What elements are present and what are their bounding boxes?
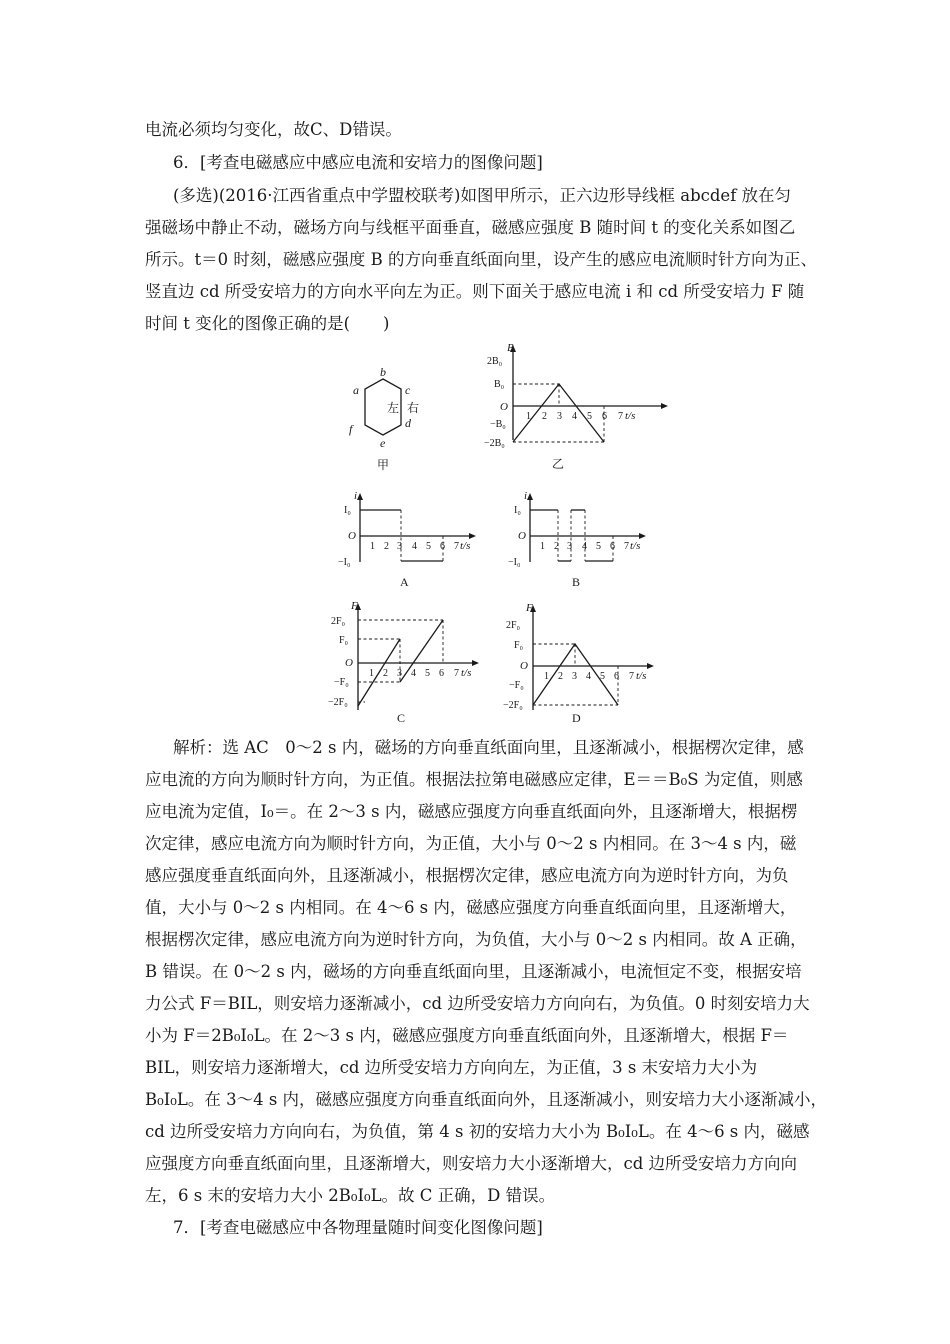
f-curve — [358, 639, 400, 706]
text-line: 竖直边 cd 所受安培力的方向水平向左为正。则下面关于感应电流 i 和 cd 所受安培力 F 随 — [145, 282, 805, 301]
xtick-6: 6 — [610, 541, 615, 552]
vertex-c: c — [405, 383, 411, 397]
ytick-B0: B₀ — [494, 379, 505, 390]
xtick-3: 3 — [397, 668, 402, 679]
origin-label: O — [348, 530, 356, 542]
solution-line: 小为 F＝2B₀I₀L。在 2～3 s 内，磁感应强度方向垂直纸面向外，且逐渐增大，根据 F＝ — [145, 1026, 789, 1045]
text-line: 所示。t＝0 时刻，磁感应强度 B 的方向垂直纸面向里，设产生的感应电流顺时针方向为正、 — [145, 250, 817, 269]
xtick-1: 1 — [370, 541, 375, 552]
xtick-4: 4 — [572, 411, 577, 422]
y-axis-label: i — [354, 490, 358, 502]
x-axis-label: t/s — [461, 667, 472, 679]
xtick-7: 7 — [629, 671, 634, 682]
figure-option-a — [330, 490, 500, 590]
xtick-2: 2 — [554, 541, 559, 552]
ytick-negF0: −F₀ — [334, 677, 349, 688]
figure-option-c — [325, 598, 505, 728]
solution-line: 值，大小与 0～2 s 内相同。在 4～6 s 内，磁感应强度方向垂直纸面向里，且逐渐增大， — [145, 898, 797, 917]
xtick-4: 4 — [411, 668, 416, 679]
text-line: 强磁场中静止不动，磁场方向与线框平面垂直，磁感应强度 B 随时间 t 的变化关系如图乙 — [145, 218, 796, 237]
solution-line: 力公式 F＝BIL，则安培力逐渐减小，cd 边所受安培力方向向右，为负值。0 时刻安培力大 — [145, 994, 810, 1013]
solution-line: 应强度方向垂直纸面向里，且逐渐增大，则安培力大小逐渐增大，cd 边所受安培力方向向 — [145, 1154, 798, 1173]
text-line: 电流必须均匀变化，故C、D错误。 — [145, 120, 402, 139]
text-line: 时间 t 变化的图像正确的是( ) — [145, 314, 390, 333]
question-heading: 6．[考查电磁感应中感应电流和安培力的图像问题] — [173, 153, 543, 172]
origin-label: O — [518, 530, 526, 542]
xtick-4: 4 — [412, 541, 417, 552]
xtick-7: 7 — [454, 541, 459, 552]
vertex-d: d — [405, 416, 411, 430]
ytick-negI0: −I₀ — [508, 557, 521, 568]
xtick-3: 3 — [567, 541, 572, 552]
label-right: 右 — [407, 401, 420, 415]
ytick-negF0: −F₀ — [509, 680, 524, 691]
ytick-negB0: −B₀ — [490, 419, 506, 430]
xtick-5: 5 — [587, 411, 592, 422]
vertex-b: b — [380, 365, 386, 379]
caption-yi: 乙 — [552, 457, 565, 471]
xtick-4: 4 — [586, 671, 591, 682]
x-ticks — [540, 541, 629, 552]
figure-yi-b-t-graph — [480, 340, 680, 475]
question-heading: 7．[考查电磁感应中各物理量随时间变化图像问题] — [173, 1218, 543, 1237]
xtick-2: 2 — [384, 541, 389, 552]
xtick-7: 7 — [618, 411, 623, 422]
x-ticks — [544, 671, 634, 682]
xtick-5: 5 — [600, 671, 605, 682]
xtick-6: 6 — [440, 541, 445, 552]
xtick-5: 5 — [426, 541, 431, 552]
ytick-F0: F₀ — [339, 635, 349, 646]
caption-d: D — [572, 711, 581, 725]
xtick-1: 1 — [540, 541, 545, 552]
solution-line: B₀I₀L。在 3～4 s 内，磁感应强度方向垂直纸面向外，且逐渐减小，则安培力大小逐渐减小， — [145, 1090, 828, 1109]
xtick-4: 4 — [582, 541, 587, 552]
figure-jia-hexagon — [335, 365, 455, 473]
xtick-6: 6 — [439, 668, 444, 679]
x-axis-label: t/s — [630, 540, 641, 552]
y-axis-label: i — [524, 490, 528, 502]
solution-line: 根据楞次定律，感应电流方向为逆时针方向，为负值，大小与 0～2 s 内相同。故 A 正确， — [145, 930, 807, 949]
xtick-3: 3 — [557, 411, 562, 422]
xtick-7: 7 — [454, 668, 459, 679]
y-axis-label: F — [351, 600, 358, 612]
ytick-2F0: 2F₀ — [331, 616, 346, 627]
xtick-1: 1 — [526, 411, 531, 422]
x-ticks — [369, 668, 459, 679]
solution-line: B 错误。在 0～2 s 内，磁场的方向垂直纸面向里，且逐渐减小，电流恒定不变，根据安培 — [145, 962, 802, 981]
x-ticks — [370, 541, 459, 552]
ytick-neg2B0: −2B₀ — [484, 438, 505, 449]
xtick-2: 2 — [558, 671, 563, 682]
xtick-2: 2 — [383, 668, 388, 679]
solution-line: cd 边所受安培力方向向右，为负值，第 4 s 初的安培力大小为 B₀I₀L。在 4～6 s 内，磁感 — [145, 1122, 810, 1141]
origin-label: O — [520, 660, 528, 672]
xtick-1: 1 — [369, 668, 374, 679]
ytick-2B0: 2B₀ — [487, 356, 503, 367]
vertex-f: f — [349, 422, 353, 436]
solution-line: 左，6 s 末的安培力大小 2B₀I₀L。故 C 正确，D 错误。 — [145, 1186, 556, 1205]
x-axis-label: t/s — [460, 540, 471, 552]
ytick-2F0: 2F₀ — [506, 620, 521, 631]
xtick-5: 5 — [425, 668, 430, 679]
ytick-neg2F0: −2F₀ — [503, 700, 523, 711]
caption-b: B — [572, 575, 581, 589]
xtick-1: 1 — [544, 671, 549, 682]
ytick-I0: I₀ — [344, 505, 351, 516]
solution-line: 解析：选 AC 0～2 s 内，磁场的方向垂直纸面向里，且逐渐减小，根据楞次定律，感 — [173, 738, 804, 757]
label-left: 左 — [387, 401, 400, 415]
origin-label: O — [500, 401, 508, 413]
ytick-neg2F0: −2F₀ — [328, 697, 348, 708]
ytick-F0: F₀ — [514, 640, 524, 651]
solution-line: 应电流为定值，I₀＝。在 2～3 s 内，磁感应强度方向垂直纸面向外，且逐渐增大，根据楞 — [145, 802, 798, 821]
origin-label: O — [345, 657, 353, 669]
solution-line: 次定律，感应电流方向为顺时针方向，为正值，大小与 0～2 s 内相同。在 3～4 s 内，磁 — [145, 834, 797, 853]
vertex-e: e — [380, 436, 386, 450]
solution-line: BIL，则安培力逐渐增大，cd 边所受安培力方向向左，为正值，3 s 末安培力大小为 — [145, 1058, 758, 1077]
vertex-a: a — [353, 383, 359, 397]
xtick-6: 6 — [614, 671, 619, 682]
caption-a: A — [400, 575, 409, 589]
caption-jia: 甲 — [377, 458, 390, 472]
ytick-I0: I₀ — [514, 505, 521, 516]
figure-option-b — [500, 490, 670, 590]
solution-line: 感应强度垂直纸面向外，且逐渐减小，根据楞次定律，感应电流方向为逆时针方向，为负 — [145, 866, 789, 885]
y-axis-label: B — [507, 342, 514, 354]
x-axis-label: t/s — [636, 670, 647, 682]
xtick-3: 3 — [397, 541, 402, 552]
xtick-2: 2 — [542, 411, 547, 422]
xtick-3: 3 — [572, 671, 577, 682]
x-ticks — [526, 411, 623, 422]
ytick-negI0: −I₀ — [338, 557, 351, 568]
caption-c: C — [397, 711, 406, 725]
xtick-5: 5 — [596, 541, 601, 552]
text-line: (多选)(2016·江西省重点中学盟校联考)如图甲所示，正六边形导线框 abcdef 放在匀 — [173, 186, 792, 205]
x-axis-label: t/s — [625, 410, 636, 422]
xtick-6: 6 — [602, 411, 607, 422]
xtick-7: 7 — [624, 541, 629, 552]
solution-line: 应电流的方向为顺时针方向，为正值。根据法拉第电磁感应定律，E＝＝B₀S 为定值，则感 — [145, 770, 803, 789]
figure-option-d — [500, 598, 680, 728]
y-axis-label: F — [526, 602, 533, 614]
